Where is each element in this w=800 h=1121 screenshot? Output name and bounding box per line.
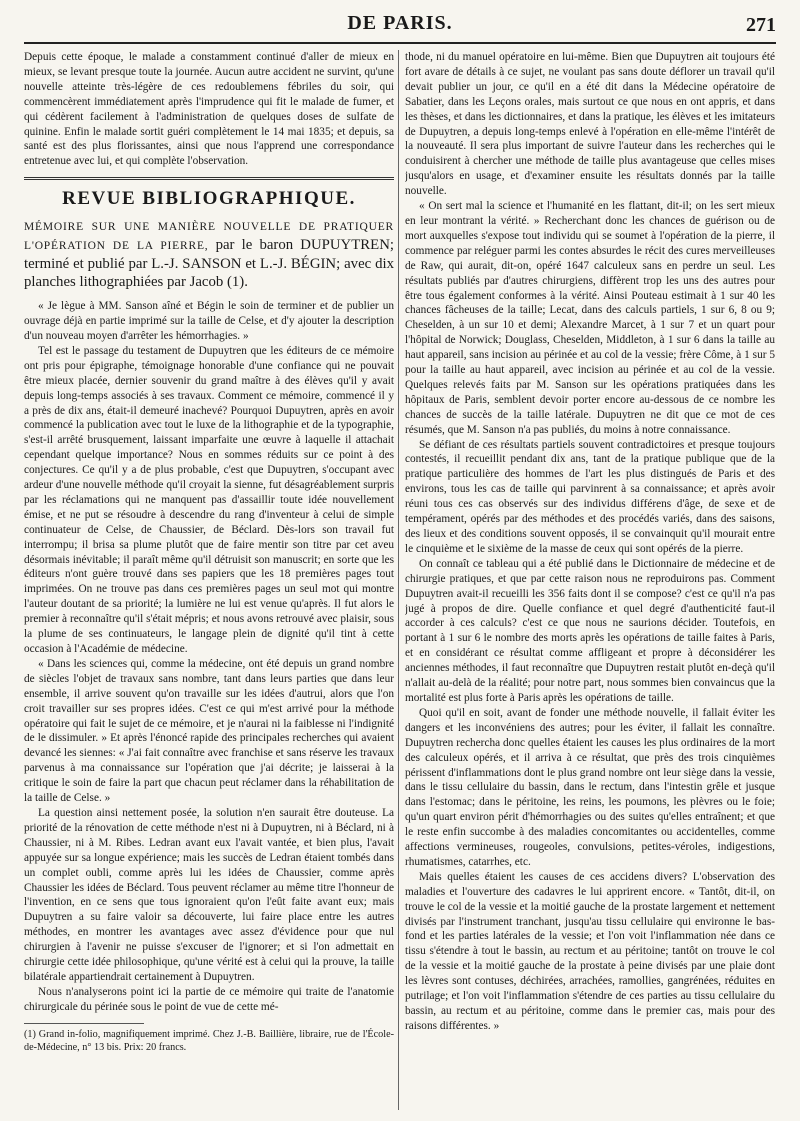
right-paragraph-1: thode, ni du manuel opératoire en lui-même. Bien que Dupuytren ait toujours été fort avare de détails à ce sujet, ne voulant pas sans doute déflorer un travail qu'il devait publier un jour, ce qu'il en a été dit dans la Médecine opératoire de Sabatier, dans les Leçons orales, mais surtout ce que nous en ont appris, et dans les thèses, et dans les dictionnaires, et dans la pratique, les élèves et les imitateurs de Dupuytren, a depuis long-temps enlevé à l'opération en elle-même l'intérêt de la nouveauté. Il sera plus important de suivre l'auteur dans les recherches qui le conduisirent à chercher une méthode de taille plus avantageuse que celles mises jusqu'alors en usage, et d'examiner ensuite les résultats donnés par la taille nouvelle. xyxy=(405,51,775,198)
running-title: DE PARIS. xyxy=(347,12,453,34)
right-paragraph-2: « On sert mal la science et l'humanité en les flattant, dit-il; on les sert mieux en leur montrant la vérité. » Recherchant donc les chances de guérison ou de mort auxquelles s'expose tout individu qui se soumet à l'opération de la pierre, il commence par reléguer parmi les contes absurdes le récit des cures merveilleuses de Raw, qui aurait, dit-on, opéré 1647 calculeux sans en perdre un seul. Les résultats publiés par d'autres chirurgiens, diffèrent trop les uns des autres pour être tous également conformes à la vérité. Ainsi Pouteau estimait à 1 sur 40 les chances fâcheuses de la taille; Lecat, dans des calculs partiels, 1 sur 6, 8 ou 9; Cheselden, à un sur 10 et demi; Alexandre Marcet, à 1 sur 7 et un quart pour l'hôpital de Norwick; Douglass, Cheselden, Middleton, à 1 sur 6 dans la taille au haut appareil, sans incision au périnée et au col de la vessie; frère Côme, à 1 sur 5 pour la taille au haut appareil, avec incision au périnée et au col de la vessie. Quelques relevés faits par M. Sanson sur les opérations pratiquées dans les hôpitaux de Paris, semblent devoir porter encore au-dessous de ce nombre les chances de succès de la taille latérale. Dupuytren ne dit que ce mot de ces résumés, que M. Sanson n'a pas publiés, du moins à notre connaissance. xyxy=(405,200,775,436)
section-divider xyxy=(24,177,394,184)
page-number: 271 xyxy=(746,14,776,36)
right-column xyxy=(405,50,775,1110)
right-paragraph-5: Quoi qu'il en soit, avant de fonder une méthode nouvelle, il fallait éviter les dangers et les inconvéniens des autres; pour les éviter, il fallait les connaître. Dupuytren rechercha donc quelles étaient les causes les plus ordinaires de la mort des calculeux opérés, et il arriva à ce résultat, que près des trois cinquièmes périssent d'inflammations dont le plus grand nombre ont leur siège dans la vessie, dans le tissu cellulaire du bassin, dans le rectum, dans l'intestin grêle et jusque dans l'estomac; dans le péritoine, les reins, les poumons, les plèvres ou le foie; qu'un quart environ périt d'hémorrhagies ou des suites qu'elles entraînent; et que le reste enfin succombe à des maladies concomitantes ou accidentelles, comme affections vermineuses, rougeoles, convulsions, petites-véroles, indigestions, rhumatismes, catarrhes, etc. xyxy=(405,706,775,868)
left-paragraph-4: La question ainsi nettement posée, la solution n'en saurait être douteuse. La priorité de la rénovation de cette méthode n'est ni à Dupuytren, ni à Béclard, ni à Chaussier, ni à M. Ribes. Ledran avant eux l'avait vantée, et bien plus, l'avait appuyée sur sa longue expérience; mais les succès de Ledran étaient tombés dans un complet oubli, comme après lui les idées de Chaussier, comme après Chaussier les idées de Béclard. Tous peuvent réclamer au même titre l'honneur de l'invention, en ce sens que tous ignoraient qu'on l'eût faite avant eux; mais Dupuytren a su faire valoir sa découverte, lui faire place entre les autres méthodes, en montrer les avantages avec assez d'évidence pour que nul chirurgien à l'avenir ne puisse s'excuser de l'ignorer; et si l'on admettait en chirurgie cette idée philosophique, qu'une vérité est à celui qui la prouve, la taille bilatérale appartiendrait certainement à Dupuytren. xyxy=(24,806,394,983)
left-paragraph-2: Tel est le passage du testament de Dupuytren que les éditeurs de ce mémoire ont pris pour épigraphe, témoignage honorable d'une confiance qui ne pouvait être mieux placée, dernier souvenir du grand maître à des élèves qu'il y avait depuis long-temps associés à ses travaux. Comment ce mémoire, commencé il y a près de dix ans, était-il demeuré inachevé? Pourquoi Dupuytren, après en avoir commencé la publication avec tout le luxe de la lithographie et de la typographie, s'est-il arrêté brusquement, laissant imparfaite une œuvre à laquelle il attachait cependant quelque importance? Nous en sommes réduits sur ce point à des conjectures. Ce qu'il y a de plus probable, c'est que Dupuytren, s'occupant avec ardeur d'une nouvelle méthode qu'il croyait la sienne, fut désagréablement surpris par les réclamations qui ne manquent pas d'assaillir toute idée nouvellement émise, et ne put se résoudre à descendre du rang d'inventeur à celui de simple continuateur de Celse, de Chaussier, de Béclard. Dès-lors son travail fut interrompu; il brisa sa plume plutôt que de faire mentir son titre par cet aveu désormais inévitable; il paraît même qu'il détruisit son manuscrit; en sorte que les éditeurs n'ont guère trouvé dans ses papiers que les 18 premières pages tout imprimées. On ne trouve pas dans ces premières pages un seul mot qui montre l'auteur doutant de sa priorité; la lumière ne lui est venue qu'après. Il fut alors le premier à reconnaître qu'il s'était mépris; et nous avons retrouvé avec plaisir, sous la plume de ses continuateurs, le langage plein de dignité qu'il tint à cette occasion à l'Académie de médecine. xyxy=(24,344,394,655)
memoire-title xyxy=(24,217,394,291)
right-paragraph-4: On connaît ce tableau qui a été publié dans le Dictionnaire de médecine et de chirurgie pratiques, et que par cette raison nous ne reproduirons pas. Comment Dupuytren avait-il recueilli les 356 faits dont il se compose? c'est ce qu'il n'a pas jugé à propos de dire. Quelle confiance et quel degré d'authenticité faut-il accorder à ces calculs? c'est ce que nous ne saurions décider. Toutefois, en portant à 1 sur 6 le nombre des morts après les opérations de taille faites à Paris, et en considérant ce résultat comme affligeant et propre à déconsidérer les anciennes méthodes, il faut reconnaître que Dupuytren restait plutôt en-deçà qu'il n'allait au-delà de la réalité; pour notre part, nous sommes bien convaincus que la mortalité est plus forte à Paris après les opérations de taille. xyxy=(405,557,775,704)
footnote: (1) Grand in-folio, magnifiquement imprimé. Chez J.-B. Baillière, libraire, rue de l'École-de-Médecine, n° 13 bis. Prix: 20 francs. xyxy=(24,1028,394,1053)
intro-paragraph: Depuis cette époque, le malade a constamment continué d'aller de mieux en mieux, se levant presque toute la journée. Aucun autre accident ne survint, qu'une nouvelle atteinte très-légère de ces redoublemens fébriles du soir, qui commencèrent immédiatement après l'imprudence qui fit le malade de fumer, et qui cédèrent facilement à l'administration de quelques doses de sulfate de quinine. Enfin le malade sortit guéri complètement le 14 mai 1835; et depuis, sa santé est des plus florissantes, ainsi que nous l'apprend une correspondance entretenue avec lui, et qui complète l'observation. xyxy=(24,51,394,168)
section-title: REVUE BIBLIOGRAPHIQUE. xyxy=(62,188,356,210)
left-column xyxy=(24,50,394,1110)
memoire-title-rest: par le baron DUPUYTREN; terminé et publié par L.-J. SANSON et L.-J. BÉGIN; avec dix planches lithographiées par Jacob (1). xyxy=(24,237,394,291)
footnote-rule xyxy=(24,1023,144,1024)
right-paragraph-3: Se défiant de ces résultats partiels souvent contradictoires et presque toujours contestés, il recueillit pendant dix ans, tant de la pratique publique que de la pratique particulière des hommes de l'art les plus distingués de Paris et des environs, tous les cas de taille qui parvinrent à sa connaissance; et après avoir réuni tous ces cas observés sur des individus différens d'âge, de sexe et de tempérament, opérés par des méthodes et des procédés variés, dans des saisons, des lieux et des conditions souvent opposés, il se convainquit qu'il mourait entre le cinquième et le sixième de la masse de ceux qui sont opérés de la pierre. xyxy=(405,438,775,555)
column-rule xyxy=(398,50,399,1110)
left-paragraph-3: « Dans les sciences qui, comme la médecine, ont été depuis un grand nombre de siècles l'objet de travaux sans nombre, tant dans leurs parties que dans leur ensemble, il arrive souvent qu'on travaille sur les idées d'autrui, alors que l'on croit travailler sur ses propres idées. C'est ce qui m'est arrivé pour la méthode opératoire qui fait le sujet de ce mémoire, et je n'aurai ni la faiblesse ni l'indignité de le dissimuler. » Et après l'énoncé rapide des principales recherches qui avaient devancé les siennes: « J'ai fait connaître avec franchise et sans réserve les travaux parvenus à ma connaissance sur l'opération que j'ai décrite; je laisserai à la critique le soin de faire la part que chacun peut réclamer dans la réhabilitation de la taille de Celse. » xyxy=(24,657,394,805)
right-paragraph-6: Mais quelles étaient les causes de ces accidens divers? L'observation des maladies et l'ouverture des cadavres le lui apprirent encore. « Tantôt, dit-il, on trouve le col de la vessie et la moitié gauche de la prostate largement et nettement divisés par l'instrument tranchant, jusqu'au tissu cellulaire qui environne le bas-fond et les parties latérales de la vessie; et l'on voit l'inflammation née dans ce tissu s'étendre à tout le bassin, au rectum et au péritoine; tantôt on trouve le col de la vessie et la moitié gauche de la prostate à peine divisés par une plaie dont les lèvres sont contuses, déchirées, arrachées, ramollies, gangrénées, réduites en putrilage; et l'on voit l'inflammation s'étendre de ces parties au tissu cellulaire du bassin, au rectum et au péritoine, comme dans le premier cas, mais pour des raisons différentes. » xyxy=(405,870,775,1032)
left-paragraph-1: « Je lègue à MM. Sanson aîné et Bégin le soin de terminer et de publier un ouvrage déjà en partie imprimé sur la taille de Celse, et d'y ajouter la description d'un nouveau moyen d'arrêter les hémorrhagies. » xyxy=(24,300,394,342)
page-header xyxy=(24,8,776,44)
left-paragraph-5: Nous n'analyserons point ici la partie de ce mémoire qui traite de l'anatomie chirurgicale du périnée sous le point de vue de cette mé- xyxy=(24,985,394,1013)
memoire-title-smallcaps: MÉMOIRE SUR UNE MANIÈRE NOUVELLE DE PRATIQUER L'OPÉRATION DE LA PIERRE, xyxy=(24,221,394,253)
